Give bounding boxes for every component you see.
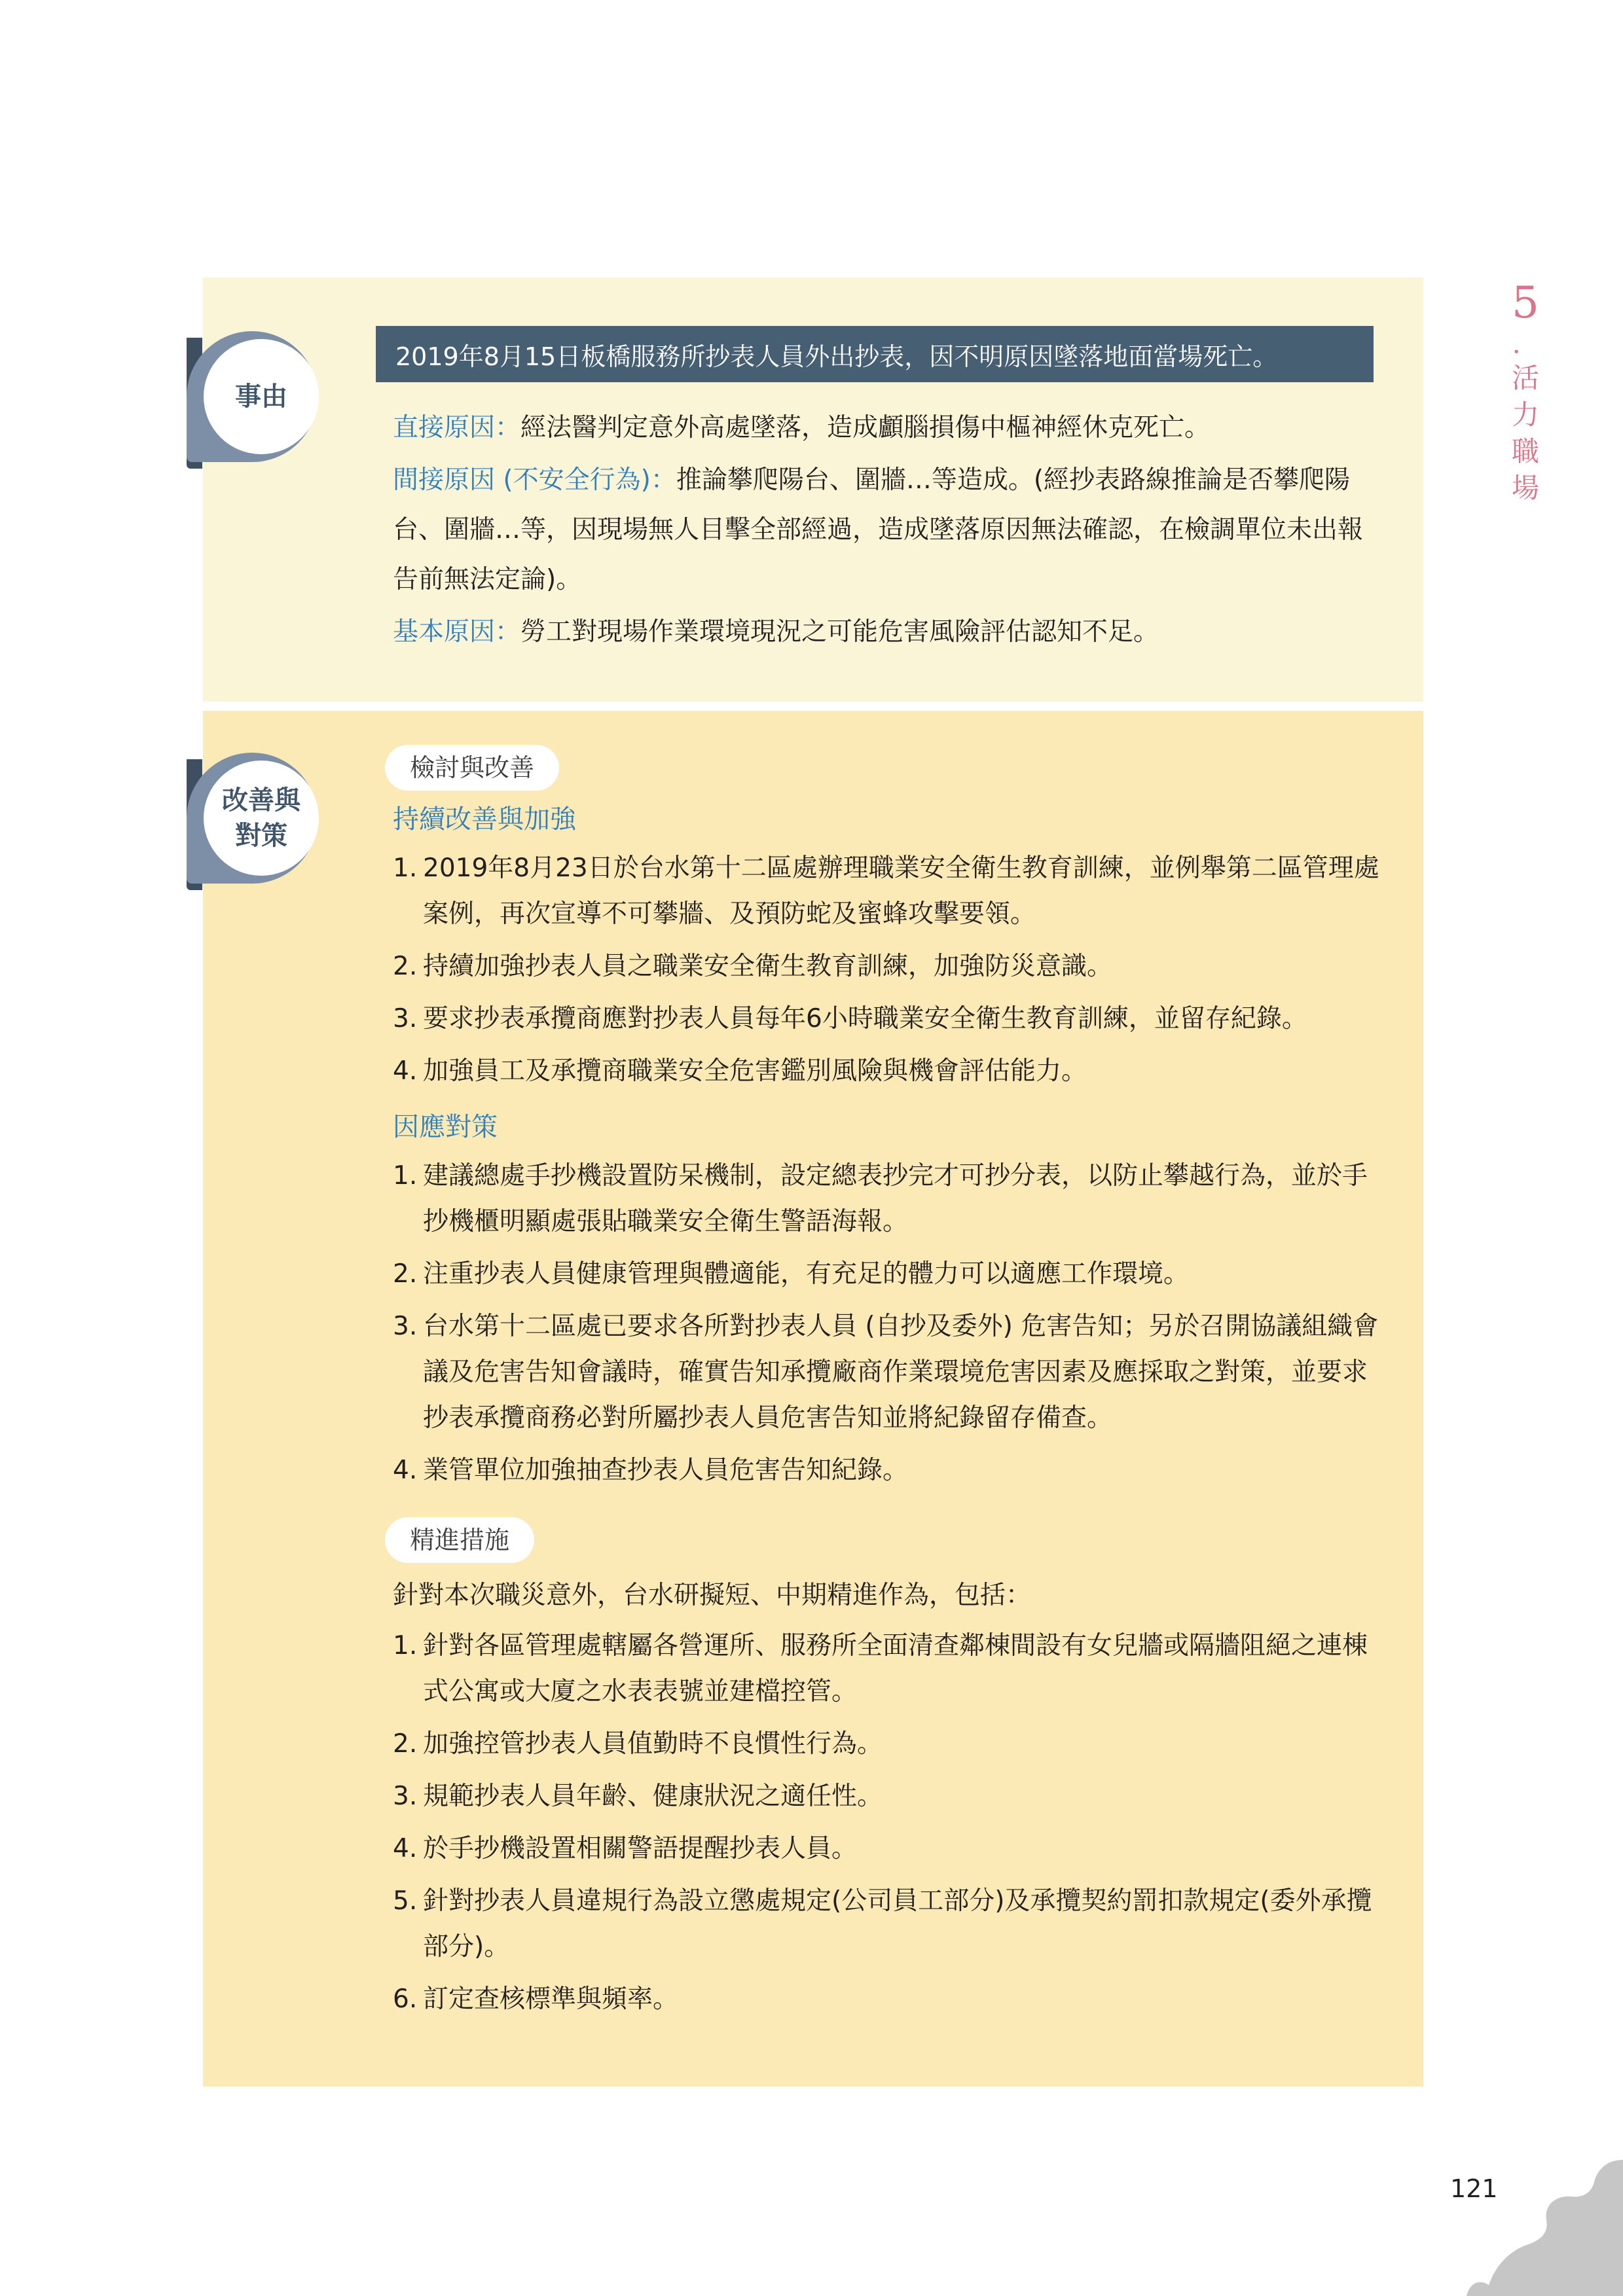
cause-content (393, 403, 1381, 657)
list-number: 2. (393, 1259, 418, 1289)
list-number: 5. (393, 1886, 418, 1916)
list-item (393, 1304, 1381, 1441)
list-number: 3. (393, 1004, 418, 1033)
list-text: 持續加強抄表人員之職業安全衛生教育訓練，加強防災意識。 (423, 952, 1113, 981)
list-item (393, 1448, 1381, 1494)
chapter-title-char: 力 (1511, 399, 1539, 431)
improvement-heading: 持續改善與加強 (393, 804, 576, 834)
chapter-title-char: 場 (1511, 472, 1539, 504)
list-text: 訂定查核標準與頻率。 (423, 1984, 679, 2014)
page-number: 121 (1450, 2174, 1498, 2203)
list-text: 建議總處手抄機設置防呆機制，設定總表抄完才可抄分表，以防止攀越行為，並於手抄機櫃明顯處張貼職業安全衛生警語海報。 (423, 1161, 1368, 1236)
chapter-number: 5 (1512, 278, 1539, 328)
basic-cause (393, 607, 1381, 657)
direct-cause (393, 403, 1381, 453)
list-item (393, 1826, 1381, 1872)
list-item (393, 1774, 1381, 1820)
chapter-tab (1506, 278, 1545, 507)
review-pill: 檢討與改善 (385, 745, 559, 791)
direct-cause-label: 直接原因： (393, 413, 521, 442)
response-list (393, 1153, 1381, 1494)
indirect-cause-text: 推論攀爬陽台、圍牆…等造成。(經抄表路線推論是否攀爬陽台、圍牆…等，因現場無人目擊全部經過，造成墜落原因無法確認，在檢調單位未出報告前無法定論)。 (393, 465, 1364, 594)
list-text: 加強員工及承攬商職業安全危害鑑別風險與機會評估能力。 (423, 1056, 1087, 1086)
list-number: 4. (393, 1834, 418, 1863)
chapter-title-char: 職 (1511, 435, 1539, 467)
list-text: 針對抄表人員違規行為設立懲處規定(公司員工部分)及承攬契約罰扣款規定(委外承攬部分)。 (423, 1886, 1372, 1962)
list-text: 針對各區管理處轄屬各營運所、服務所全面清查鄰棟間設有女兒牆或隔牆阻絕之連棟式公寓或大廈之水表表號並建檔控管。 (423, 1631, 1368, 1706)
badge-text-line: 對策 (235, 821, 287, 851)
list-text: 要求抄表承攬商應對抄表人員每年6小時職業安全衛生教育訓練，並留存紀錄。 (423, 1004, 1307, 1033)
list-text: 規範抄表人員年齡、健康狀況之適任性。 (423, 1782, 883, 1811)
list-item (393, 1623, 1381, 1715)
list-text: 台水第十二區處已要求各所對抄表人員 (自抄及委外) 危害告知；另於召開協議組織會議及危害告知會議時，確實告知承攬廠商作業環境危害因素及應採取之對策，並要求抄表承攬商務必對所屬抄表人員危害告知並將紀錄留存備查。 (423, 1312, 1379, 1433)
decorative-blob-icon (1467, 2160, 1623, 2296)
indirect-cause-label: 間接原因 (不安全行為)： (393, 465, 676, 495)
basic-cause-label: 基本原因： (393, 617, 521, 647)
list-item (393, 944, 1381, 990)
badge-label (204, 761, 319, 876)
improvement-list (393, 846, 1381, 1094)
list-number: 4. (393, 1456, 418, 1485)
incident-banner-text: 2019年8月15日板橋服務所抄表人員外出抄表，因不明原因墜落地面當場死亡。 (395, 342, 1278, 371)
countermeasure-badge (187, 753, 324, 897)
basic-cause-text: 勞工對現場作業環境現況之可能危害風險評估認知不足。 (520, 617, 1159, 647)
enhancement-intro: 針對本次職災意外，台水研擬短、中期精進作為，包括： (393, 1581, 1032, 1610)
direct-cause-text: 經法醫判定意外高處墜落，造成顱腦損傷中樞神經休克死亡。 (520, 413, 1211, 442)
list-number: 1. (393, 853, 418, 883)
list-number: 4. (393, 1056, 418, 1086)
list-number: 2. (393, 1729, 418, 1759)
list-item (393, 1049, 1381, 1094)
list-text: 業管單位加強抽查抄表人員危害告知紀錄。 (423, 1456, 909, 1485)
chapter-dot: ． (1512, 329, 1539, 359)
list-number: 1. (393, 1631, 418, 1660)
list-item (393, 1721, 1381, 1767)
cause-badge (187, 331, 324, 475)
chapter-title-char: 活 (1511, 362, 1539, 394)
list-text: 加強控管抄表人員值勤時不良慣性行為。 (423, 1729, 883, 1759)
list-number: 6. (393, 1984, 418, 2014)
list-item (393, 996, 1381, 1042)
list-number: 3. (393, 1312, 418, 1341)
list-number: 3. (393, 1782, 418, 1811)
list-text: 於手抄機設置相關警語提醒抄表人員。 (423, 1834, 858, 1863)
badge-text: 事由 (235, 382, 287, 412)
indirect-cause (393, 456, 1381, 605)
list-number: 1. (393, 1161, 418, 1191)
list-text: 2019年8月23日於台水第十二區處辦理職業安全衛生教育訓練，並例舉第二區管理處案例，再次宣導不可攀牆、及預防蛇及蜜蜂攻擊要領。 (423, 853, 1379, 929)
enhancement-pill: 精進措施 (385, 1517, 534, 1563)
list-item (393, 1251, 1381, 1297)
incident-banner (376, 326, 1374, 382)
enhancement-list (393, 1623, 1381, 2022)
list-text: 注重抄表人員健康管理與體適能，有充足的體力可以適應工作環境。 (423, 1259, 1190, 1289)
list-item (393, 1153, 1381, 1245)
badge-label (204, 339, 319, 454)
list-item (393, 1977, 1381, 2022)
countermeasure-content (393, 745, 1381, 2029)
list-item (393, 846, 1381, 937)
badge-text-line: 改善與 (222, 785, 301, 816)
response-heading: 因應對策 (393, 1112, 498, 1142)
list-item (393, 1878, 1381, 1970)
chapter-title (1506, 360, 1545, 507)
list-number: 2. (393, 952, 418, 981)
